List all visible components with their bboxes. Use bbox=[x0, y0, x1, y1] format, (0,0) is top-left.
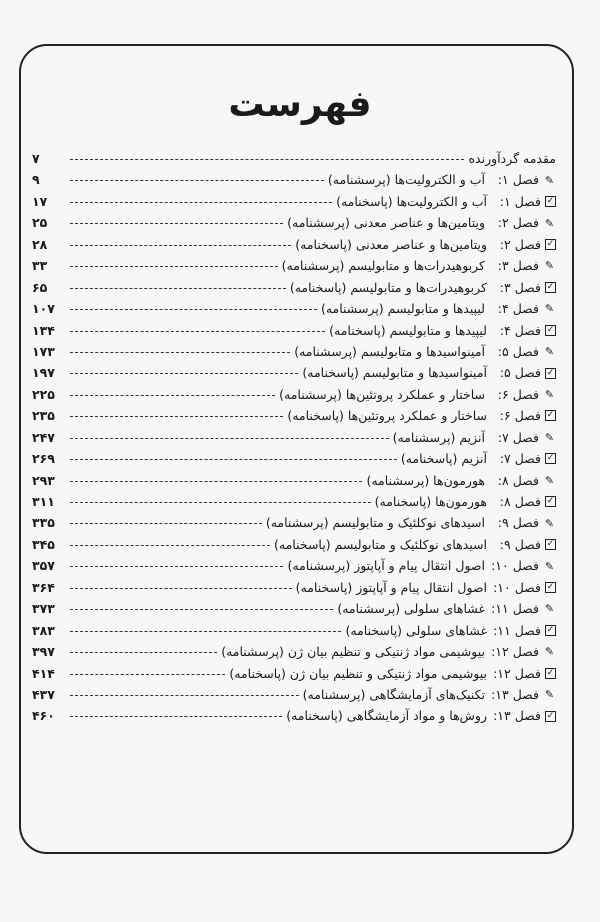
checkbox-icon: ✓ bbox=[546, 324, 555, 335]
topic-label: هورمون‌ها (پاسخنامه) bbox=[374, 494, 487, 509]
leader-line bbox=[70, 373, 298, 374]
topic-label: ویتامین‌ها و عناصر معدنی (پرسشنامه) bbox=[287, 215, 485, 231]
chapter-label: فصل ۳: bbox=[497, 258, 539, 274]
toc-row bbox=[32, 169, 556, 190]
chapter-label: فصل ۱: bbox=[497, 172, 539, 188]
toc-entry-text bbox=[287, 555, 556, 576]
toc-row bbox=[32, 577, 556, 598]
page-number: ۳۵۷ bbox=[32, 558, 55, 574]
leader-line bbox=[70, 438, 389, 439]
topic-label: ویتامین‌ها و عناصر معدنی (پاسخنامه) bbox=[295, 236, 487, 252]
toc-row bbox=[32, 555, 556, 576]
toc-entry-text bbox=[287, 405, 556, 426]
leader-line bbox=[70, 502, 371, 503]
checkbox-icon: ✓ bbox=[546, 496, 555, 507]
chapter-label: فصل ۱۰: bbox=[491, 558, 539, 574]
chapter-label: فصل ۶: bbox=[499, 408, 541, 424]
chapter-label: فصل ۸: bbox=[497, 472, 539, 488]
toc-entry-text bbox=[282, 255, 556, 276]
toc-row bbox=[32, 234, 556, 255]
pencil-icon: ✎ bbox=[544, 516, 555, 530]
toc-entry-text bbox=[366, 470, 556, 491]
toc-row bbox=[32, 277, 556, 298]
leader-line bbox=[70, 459, 397, 460]
checkbox-icon: ✓ bbox=[546, 367, 555, 378]
toc-entry-text bbox=[302, 362, 556, 383]
topic-label: غشاهای سلولی (پرسشنامه) bbox=[337, 601, 485, 617]
page-title: فهرست bbox=[228, 84, 372, 125]
toc-row bbox=[32, 705, 556, 726]
toc-entry-text bbox=[266, 512, 556, 533]
checkbox-icon: ✓ bbox=[546, 410, 555, 421]
leader-line bbox=[70, 395, 275, 396]
toc-row bbox=[32, 191, 556, 212]
toc-row bbox=[32, 512, 556, 533]
topic-label: اصول انتقال پیام و آپاپتوز (پرسشنامه) bbox=[287, 558, 485, 574]
leader-line bbox=[70, 588, 292, 589]
page-number: ۳۳ bbox=[32, 258, 48, 274]
pencil-icon: ✎ bbox=[544, 602, 555, 616]
checkbox-icon: ✓ bbox=[546, 581, 555, 592]
toc-row bbox=[32, 212, 556, 233]
topic-label: اسیدهای نوکلئیک و متابولیسم (پاسخنامه) bbox=[274, 536, 487, 552]
chapter-label: فصل ۲: bbox=[497, 215, 539, 231]
leader-line bbox=[70, 180, 324, 181]
pencil-icon: ✎ bbox=[544, 688, 555, 702]
topic-label: بیوشیمی مواد ژنتیکی و تنظیم بیان ژن (پرسشنامه) bbox=[221, 644, 485, 660]
topic-label: آنزیم (پاسخنامه) bbox=[400, 451, 487, 467]
page-number: ۱۷ bbox=[32, 193, 48, 209]
leader-line bbox=[70, 309, 317, 310]
toc-entry-text bbox=[274, 534, 556, 555]
checkbox-icon: ✓ bbox=[546, 238, 555, 249]
chapter-label: فصل ۱۱: bbox=[493, 622, 541, 638]
page-number: ۹ bbox=[32, 172, 40, 188]
toc-row bbox=[32, 663, 556, 684]
toc-entry-text bbox=[287, 212, 556, 233]
chapter-label: فصل ۲: bbox=[499, 236, 541, 252]
toc-row bbox=[32, 620, 556, 641]
page-number: ۴۳۷ bbox=[32, 686, 55, 702]
chapter-label: فصل ۴: bbox=[499, 322, 541, 338]
toc-row bbox=[32, 641, 556, 662]
page-number: ۲۴۷ bbox=[32, 429, 55, 445]
topic-label: ساختار و عملکرد پروتئین‌ها (پرسشنامه) bbox=[279, 386, 485, 402]
toc-entry-text bbox=[294, 341, 556, 362]
page-number: ۱۰۷ bbox=[32, 301, 55, 317]
toc-entry-text bbox=[337, 598, 556, 619]
page-number: ۶۵ bbox=[32, 279, 48, 295]
page-number: ۲۹۳ bbox=[32, 472, 55, 488]
pencil-icon: ✎ bbox=[544, 430, 555, 444]
checkbox-icon: ✓ bbox=[546, 710, 555, 721]
checkbox-icon: ✓ bbox=[546, 539, 555, 550]
chapter-label: فصل ۶: bbox=[497, 386, 539, 402]
topic-label: آمینواسیدها و متابولیسم (پرسشنامه) bbox=[294, 343, 485, 359]
toc-entry-text bbox=[393, 427, 556, 448]
leader-line bbox=[70, 481, 362, 482]
toc-row bbox=[32, 448, 556, 469]
leader-line bbox=[70, 695, 299, 696]
chapter-label: فصل ۴: bbox=[497, 301, 539, 317]
topic-label: لیپیدها و متابولیسم (پرسشنامه) bbox=[320, 301, 485, 317]
leader-line bbox=[70, 566, 283, 567]
checkbox-icon: ✓ bbox=[546, 196, 555, 207]
chapter-label: فصل ۳: bbox=[499, 279, 541, 295]
toc-entry-text bbox=[336, 191, 556, 212]
leader-line bbox=[70, 523, 262, 524]
page-number: ۳۷۳ bbox=[32, 601, 55, 617]
page-number: ۳۳۵ bbox=[32, 515, 55, 531]
chapter-label: فصل ۸: bbox=[499, 494, 541, 509]
topic-label: روش‌ها و مواد آزمایشگاهی (پاسخنامه) bbox=[286, 708, 487, 724]
leader-line bbox=[70, 631, 341, 632]
page-number: ۳۸۳ bbox=[32, 622, 55, 638]
toc-row bbox=[32, 384, 556, 405]
leader-line bbox=[70, 223, 283, 224]
toc-entry-text bbox=[229, 663, 556, 684]
toc-entry-text bbox=[469, 148, 557, 169]
topic-label: اصول انتقال پیام و آپاپتوز (پاسخنامه) bbox=[295, 579, 487, 595]
chapter-label: فصل ۱۳: bbox=[493, 708, 541, 724]
toc-entry-text bbox=[286, 705, 556, 726]
chapter-label: فصل ۱۲: bbox=[493, 665, 541, 681]
page-number: ۲۵ bbox=[32, 215, 48, 231]
page-number: ۷ bbox=[32, 151, 40, 166]
page-number: ۲۶۹ bbox=[32, 451, 55, 467]
topic-label: ساختار و عملکرد پروتئین‌ها (پاسخنامه) bbox=[287, 408, 487, 424]
leader-line bbox=[70, 288, 286, 289]
toc-entry-text bbox=[221, 641, 556, 662]
toc-row bbox=[32, 491, 556, 512]
pencil-icon: ✎ bbox=[544, 559, 555, 573]
toc-entry-text bbox=[401, 448, 556, 469]
page-number: ۱۳۴ bbox=[32, 322, 55, 338]
toc-entry-text bbox=[375, 491, 556, 512]
pencil-icon: ✎ bbox=[544, 645, 555, 659]
toc-row bbox=[32, 341, 556, 362]
chapter-label: فصل ۵: bbox=[499, 365, 541, 381]
pencil-icon: ✎ bbox=[544, 216, 555, 230]
toc-entry-text bbox=[279, 384, 556, 405]
pencil-icon: ✎ bbox=[544, 473, 555, 487]
pencil-icon: ✎ bbox=[544, 345, 555, 359]
topic-label: غشاهای سلولی (پاسخنامه) bbox=[345, 622, 487, 638]
page-number: ۲۸ bbox=[32, 236, 48, 252]
topic-label: آب و الکترولیت‌ها (پاسخنامه) bbox=[336, 193, 487, 209]
page-number: ۴۶۰ bbox=[32, 708, 55, 724]
leader-line bbox=[70, 416, 283, 417]
page-number: ۲۳۵ bbox=[32, 408, 55, 424]
page-number: ۳۴۵ bbox=[32, 536, 55, 552]
pencil-icon: ✎ bbox=[544, 388, 555, 402]
pencil-icon: ✎ bbox=[544, 302, 555, 316]
toc-row bbox=[32, 534, 556, 555]
chapter-label: فصل ۱۲: bbox=[491, 644, 539, 660]
chapter-label: فصل ۱۱: bbox=[491, 601, 539, 617]
leader-line bbox=[70, 352, 290, 353]
chapter-label: فصل ۹: bbox=[497, 515, 539, 531]
toc-row bbox=[32, 598, 556, 619]
leader-line bbox=[70, 716, 282, 717]
leader-line bbox=[70, 159, 464, 160]
page-number: ۱۹۷ bbox=[32, 365, 55, 381]
checkbox-icon: ✓ bbox=[546, 667, 555, 678]
table-of-contents bbox=[32, 148, 556, 727]
toc-row bbox=[32, 405, 556, 426]
toc-entry-text bbox=[321, 298, 556, 319]
chapter-label: فصل ۵: bbox=[497, 343, 539, 359]
page-number: ۲۲۵ bbox=[32, 386, 55, 402]
topic-label: کربوهیدرات‌ها و متابولیسم (پاسخنامه) bbox=[289, 279, 487, 295]
page-number: ۴۱۴ bbox=[32, 665, 55, 681]
toc-row bbox=[32, 427, 556, 448]
topic-label: آمینواسیدها و متابولیسم (پاسخنامه) bbox=[302, 365, 487, 381]
topic-label: تکنیک‌های آزمایشگاهی (پرسشنامه) bbox=[302, 686, 485, 702]
chapter-label: فصل ۷: bbox=[499, 451, 541, 467]
checkbox-icon: ✓ bbox=[546, 453, 555, 464]
chapter-label: فصل ۷: bbox=[497, 429, 539, 445]
toc-entry-text bbox=[329, 320, 556, 341]
toc-entry-text bbox=[328, 169, 556, 190]
topic-label: کربوهیدرات‌ها و متابولیسم (پرسشنامه) bbox=[281, 258, 485, 274]
toc-entry-text bbox=[303, 684, 556, 705]
toc-row bbox=[32, 320, 556, 341]
chapter-label: فصل ۱۰: bbox=[493, 579, 541, 595]
page-number: ۳۹۷ bbox=[32, 644, 55, 660]
toc-row bbox=[32, 684, 556, 705]
leader-line bbox=[70, 202, 332, 203]
page-number: ۳۶۴ bbox=[32, 579, 55, 595]
topic-label: آب و الکترولیت‌ها (پرسشنامه) bbox=[327, 172, 485, 188]
toc-entry-text bbox=[290, 277, 556, 298]
checkbox-icon: ✓ bbox=[546, 281, 555, 292]
page-number: ۱۷۳ bbox=[32, 343, 55, 359]
leader-line bbox=[70, 266, 278, 267]
topic-label: هورمون‌ها (پرسشنامه) bbox=[366, 472, 485, 488]
chapter-label: فصل ۱: bbox=[499, 193, 541, 209]
toc-row bbox=[32, 470, 556, 491]
leader-line bbox=[70, 609, 333, 610]
checkbox-icon: ✓ bbox=[546, 624, 555, 635]
toc-entry-text bbox=[346, 620, 557, 641]
toc-entry-text bbox=[295, 234, 556, 255]
leader-line bbox=[70, 674, 225, 675]
topic-label: اسیدهای نوکلئیک و متابولیسم (پرسشنامه) bbox=[265, 515, 485, 531]
toc-row bbox=[32, 362, 556, 383]
leader-line bbox=[70, 545, 270, 546]
chapter-label: فصل ۱۳: bbox=[491, 686, 539, 702]
toc-row bbox=[32, 298, 556, 319]
chapter-label: فصل ۹: bbox=[499, 536, 541, 552]
toc-row bbox=[32, 255, 556, 276]
topic-label: بیوشیمی مواد ژنتیکی و تنظیم بیان ژن (پاسخنامه) bbox=[229, 665, 487, 681]
topic-label: لیپیدها و متابولیسم (پاسخنامه) bbox=[329, 322, 487, 338]
topic-label: مقدمه گردآورنده bbox=[468, 151, 556, 166]
pencil-icon: ✎ bbox=[544, 259, 555, 273]
toc-row bbox=[32, 148, 556, 169]
pencil-icon: ✎ bbox=[544, 173, 555, 187]
leader-line bbox=[70, 245, 291, 246]
leader-line bbox=[70, 652, 217, 653]
page-number: ۳۱۱ bbox=[32, 494, 55, 509]
toc-entry-text bbox=[296, 577, 556, 598]
leader-line bbox=[70, 331, 325, 332]
topic-label: آنزیم (پرسشنامه) bbox=[392, 429, 485, 445]
